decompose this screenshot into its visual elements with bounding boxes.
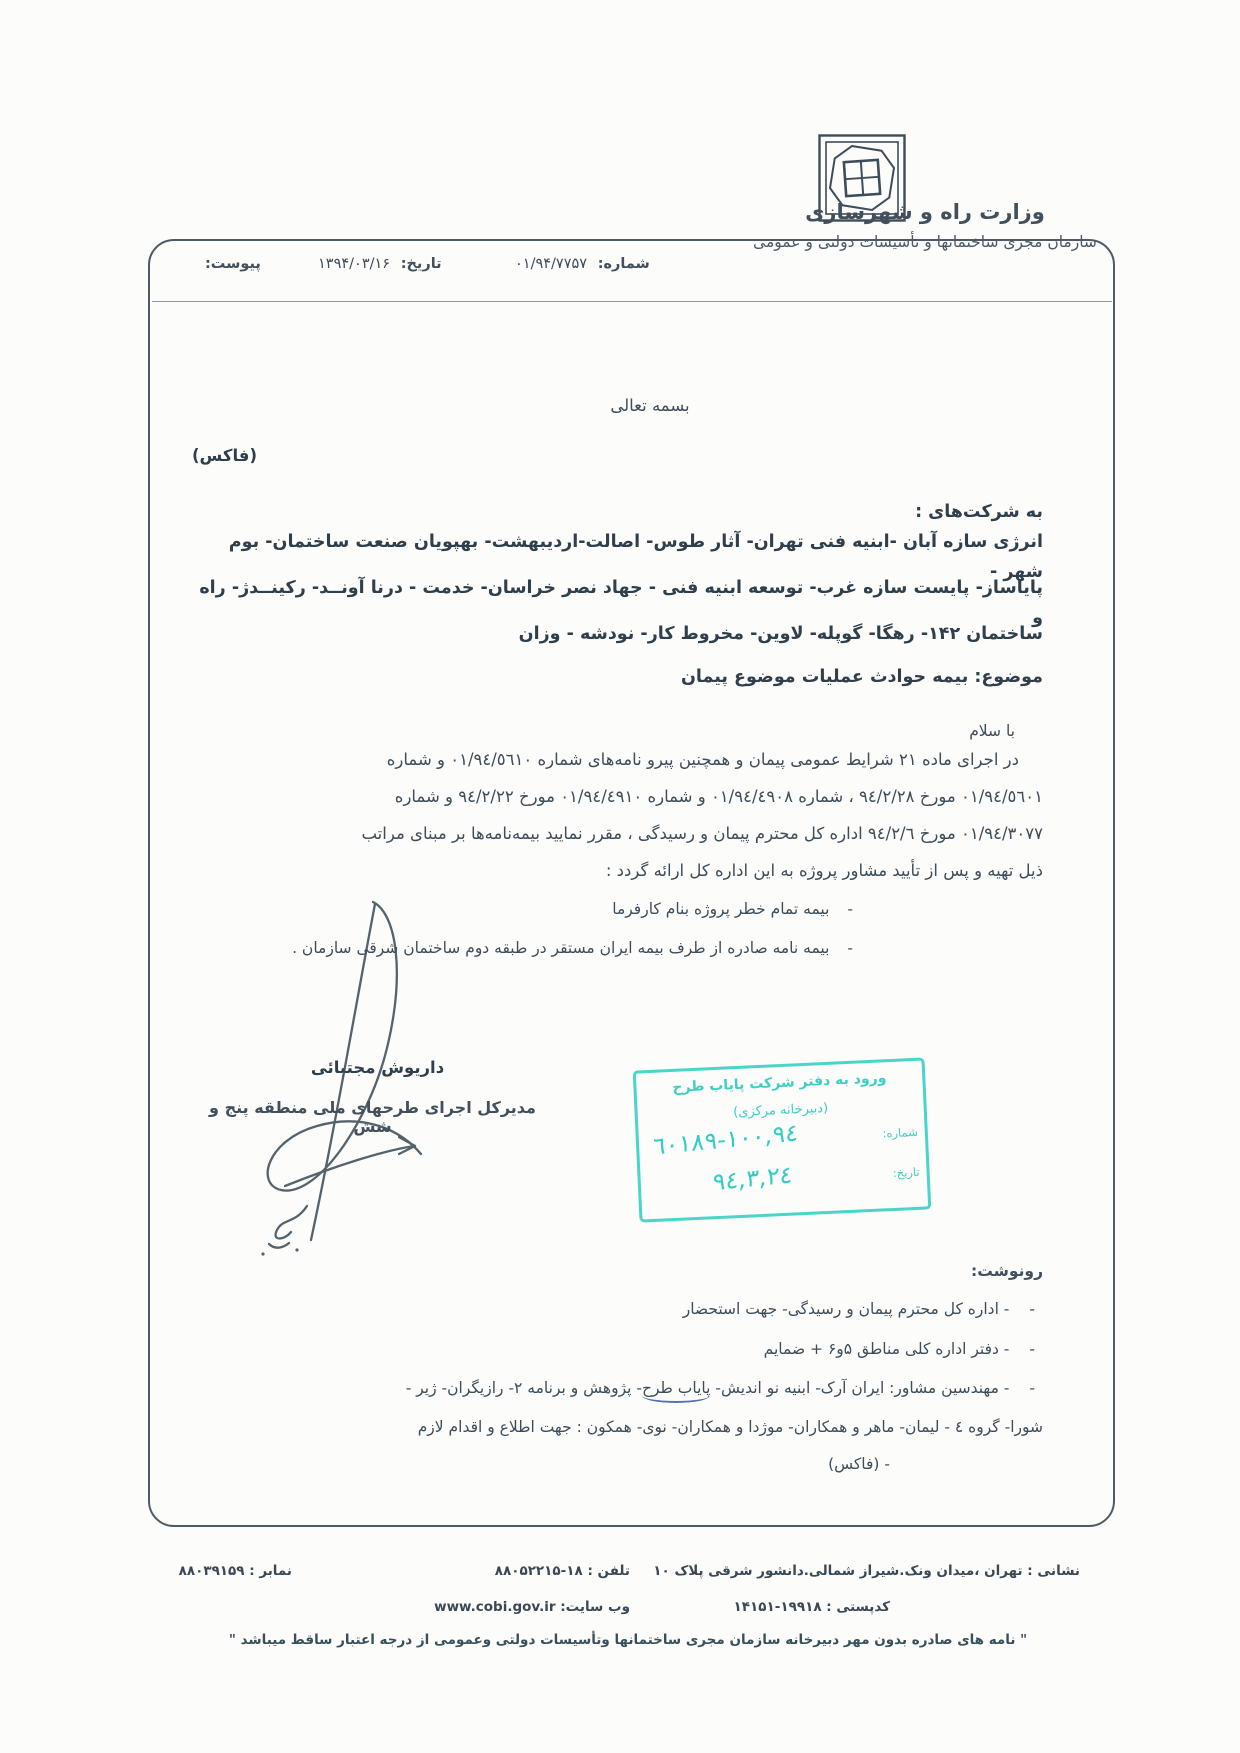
- demand-text: بیمه نامه صادره از طرف بیمه ایران مستقر در طبقه دوم ساختمان شرقی سازمان .: [292, 939, 830, 957]
- cc-consultants-post: - پژوهش و برنامه ۲- رازیگران- ژیر -: [405, 1379, 642, 1397]
- cc-fax-note: - (فاکس): [828, 1455, 890, 1473]
- footer-fax: نمابر : ۸۸۰۳۹۱۵۹: [178, 1563, 292, 1579]
- letter-date-field: [318, 256, 442, 272]
- header-rule: [152, 301, 1112, 302]
- bullet-dash: -: [847, 939, 853, 957]
- stamp-date-handwritten: ٩٤,٣,٢٤: [712, 1160, 793, 1197]
- stamp-title: ورود به دفتر شرکت پایاب طرح: [672, 1070, 887, 1096]
- signatory-title: مدیرکل اجرای طرحهای ملی منطقه پنج و شش: [209, 1098, 536, 1136]
- bullet-dash: -: [1029, 1340, 1035, 1358]
- stamp-subtitle: (دبیرخانه مرکزی): [732, 1100, 829, 1121]
- cc-item-text: - اداره کل محترم پیمان و رسیدگی- جهت استحضار: [682, 1300, 1010, 1318]
- body-line: ٠١/٩٤/٥٦٠١ مورخ ٩٤/٢/٢٨ ، شماره ٠١/٩٤/٤٩٠٨ و شماره ٠١/٩٤/٤٩١٠ مورخ ٩٤/٢/٢٢ و شماره: [394, 787, 1043, 806]
- cc-item-text: [406, 1379, 1010, 1397]
- cc-item: [185, 1340, 1035, 1358]
- body-line: ٠١/٩٤/٣٠٧٧ مورخ ٩٤/٢/٦ اداره کل محترم پیمان و رسیدگی ، مقرر نمایید بیمه‌نامه‌ها بر مبنای مراتب: [361, 824, 1043, 843]
- body-line: در اجرای ماده ۲۱ شرایط عمومی پیمان و همچنین پیرو نامه‌های شماره ٠١/٩٤/٥٦١٠ و شماره: [386, 750, 1019, 769]
- invocation-besmele: بسمه تعالی: [610, 396, 690, 415]
- attachment-label: پیوست:: [205, 256, 261, 272]
- stamp-number-handwritten: ١٠٠,٩٤-٦٠١٨٩: [652, 1118, 799, 1161]
- cc-consultants-pre: - مهندسین مشاور: ایران آرک- ابنیه نو اندیش-: [710, 1379, 1010, 1397]
- footer-website-url: www.cobi.gov.ir: [434, 1599, 556, 1615]
- salutation: با سلام: [969, 722, 1015, 740]
- entry-stamp: [633, 1057, 932, 1222]
- ministry-name: وزارت راه و شهرسازی: [805, 200, 1045, 224]
- footer-website: [395, 1599, 630, 1615]
- letter-date-value: ۱۳۹۴/۰۳/۱۶: [318, 256, 391, 272]
- signatory-name: داریوش مجتبائی: [310, 1058, 445, 1077]
- letter-date-label: تاریخ:: [400, 256, 442, 272]
- organization-name: سازمان مجری ساختمانها و تأسیسات دولتی و عمومی: [753, 233, 1097, 251]
- stamp-date-label: تاریخ:: [892, 1164, 920, 1180]
- cc-item: [185, 1379, 1035, 1397]
- bullet-dash: -: [1029, 1300, 1035, 1318]
- bullet-dash: -: [847, 900, 853, 918]
- footer-address: نشانی : تهران ،میدان ونک.شیراز شمالی.دانشور شرقی پلاک ۱۰: [653, 1563, 1080, 1579]
- recipients-line: ساختمان ۱۴۲- رهگا- گوپله- لاوین- مخروط کار- نودشه - وزان: [518, 624, 1043, 644]
- letter-number-field: [515, 256, 650, 272]
- fax-note: (فاکس): [192, 446, 258, 465]
- recipients-line: انرژی سازه آبان -ابنیه فنی تهران- آثار طوس- اصالت-اردیبهشت- بهپویان صنعت ساختمان- بوم شهر -: [228, 532, 1043, 582]
- footer-postal-code: کدپستی : ۱۹۹۱۸-۱۴۱۵۱: [733, 1599, 890, 1615]
- demand-text: بیمه تمام خطر پروژه بنام کارفرما: [612, 900, 830, 918]
- handwritten-signature: [225, 888, 455, 1263]
- cc-heading: رونوشت:: [971, 1262, 1043, 1280]
- cc-item-continuation: شورا- گروه ٤ - لیمان- ماهر و همکاران- موژدا و همکاران- نوی- همکون : جهت اطلاع و اقدام لازم: [417, 1418, 1043, 1436]
- letter-number-value: ۰۱/۹۴/۷۷۵۷: [515, 256, 588, 272]
- cc-consultant-highlighted: پایاب طرح: [642, 1379, 711, 1403]
- recipients-line: پایاساز- پایست سازه غرب- توسعه ابنیه فنی - جهاد نصر خراسان- خدمت - درنا آونــد- رکینــدژ- راه و: [199, 578, 1043, 628]
- bullet-dash: -: [1029, 1379, 1035, 1397]
- letter-number-label: شماره:: [597, 256, 650, 272]
- cc-item-text: - دفتر اداره کلی مناطق ۵و۶ + ضمایم: [763, 1340, 1010, 1358]
- body-line: ذیل تهیه و پس از تأیید مشاور پروژه به این اداره کل ارائه گردد :: [605, 861, 1043, 880]
- cc-item: [185, 1300, 1035, 1318]
- subject-line: موضوع: بیمه حوادث عملیات موضوع پیمان: [680, 667, 1043, 687]
- stamp-number-label: شماره:: [882, 1124, 919, 1141]
- footer-phone: تلفن : ۱۸-۸۸۰۵۲۲۱۵: [494, 1563, 630, 1579]
- validity-disclaimer: " نامه های صادره بدون مهر دبیرخانه سازمان مجری ساختمانها وتأسیسات دولتی وعمومی از درجه اعتبار ساقط میباشد ": [228, 1632, 1028, 1648]
- letter-border-frame: [148, 239, 1115, 1527]
- footer-website-label: وب سایت:: [560, 1599, 630, 1615]
- recipients-intro: به شرکت‌های :: [915, 502, 1043, 522]
